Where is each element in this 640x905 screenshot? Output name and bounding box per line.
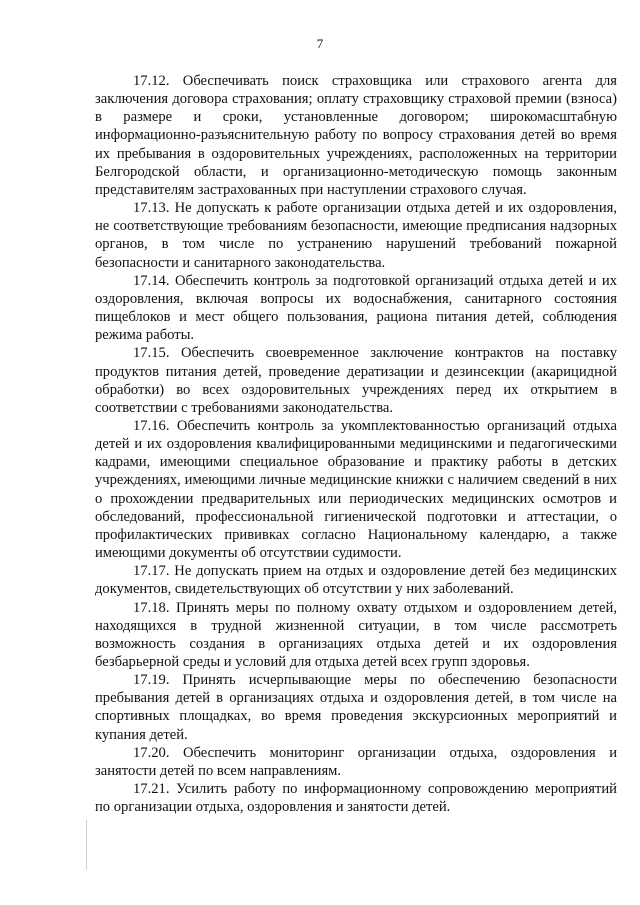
paragraph-17-12: 17.12. Обеспечивать поиск страховщика или страхового агента для заключения договора страхования; оплату страховщику страховой премии (взноса) в размере и сроки, установленные договором; широкомасштабную информационно-разъяснительную работу по вопросу страхования детей во время их пребывания в оздоровительных учреждениях, расположенных на территории Белгородской области, и организационно-методическую помощь законным представителям застрахованных при наступлении страхового случая. <box>95 73 617 198</box>
paragraph-17-16: 17.16. Обеспечить контроль за укомплектованностью организаций отдыха детей и их оздоровления квалифицированными медицинскими и педагогическими кадрами, имеющими специальное образование и практику работы в детских учреждениях, имеющими личные медицинские книжки с наличием сведений в них о прохождении предварительных или периодических медицинских осмотров и обследований, профессиональной гигиенической подготовки и аттестации, о профилактических прививках согласно Национальному календарю, а также имеющими документы об отсутствии судимости. <box>95 417 617 562</box>
paragraph-17-13: 17.13. Не допускать к работе организации отдыха детей и их оздоровления, не соответствующие требованиям безопасности, имеющие предписания надзорных органов, в том числе по устранению нарушений требований пожарной безопасности и санитарного законодательства. <box>95 200 617 271</box>
paragraph-17-18: 17.18. Принять меры по полному охвату отдыхом и оздоровлением детей, находящихся в трудной жизненной ситуации, в том числе рассмотреть возможность создания в организациях отдыха детей и их оздоровления безбарьерной среды и условий для отдыха детей всех групп здоровья. <box>95 599 617 670</box>
page-number: 7 <box>316 36 324 51</box>
paragraph-17-15: 17.15. Обеспечить своевременное заключение контрактов на поставку продуктов питания детей, проведение дератизации и дезинсекции (акарицидной обработки) во всех оздоровительных учреждениях перед их открытием в соответствии с требованиями законодательства. <box>95 345 617 416</box>
paragraph-17-14: 17.14. Обеспечить контроль за подготовкой организаций отдыха детей и их оздоровления, включая вопросы их водоснабжения, санитарного состояния пищеблоков и мест общего пользования, рациона питания детей, соблюдения режима работы. <box>95 272 617 344</box>
paragraph-17-21: 17.21. Усилить работу по информационному сопровождению мероприятий по организации отдыха, оздоровления и занятости детей. <box>95 781 617 816</box>
paragraph-17-20: 17.20. Обеспечить мониторинг организации отдыха, оздоровления и занятости детей по всем направлениям. <box>95 744 617 779</box>
paragraph-17-19: 17.19. Принять исчерпывающие меры по обеспечению безопасности пребывания детей в организациях отдыха и оздоровления детей, в том числе на спортивных площадках, во время проведения экскурсионных мероприятий и купания детей. <box>95 672 617 743</box>
paragraph-17-17: 17.17. Не допускать прием на отдых и оздоровление детей без медицинских документов, свидетельствующих об отсутствии у них заболеваний. <box>95 563 617 598</box>
document-body <box>95 72 617 816</box>
scan-edge-mark <box>86 820 87 870</box>
